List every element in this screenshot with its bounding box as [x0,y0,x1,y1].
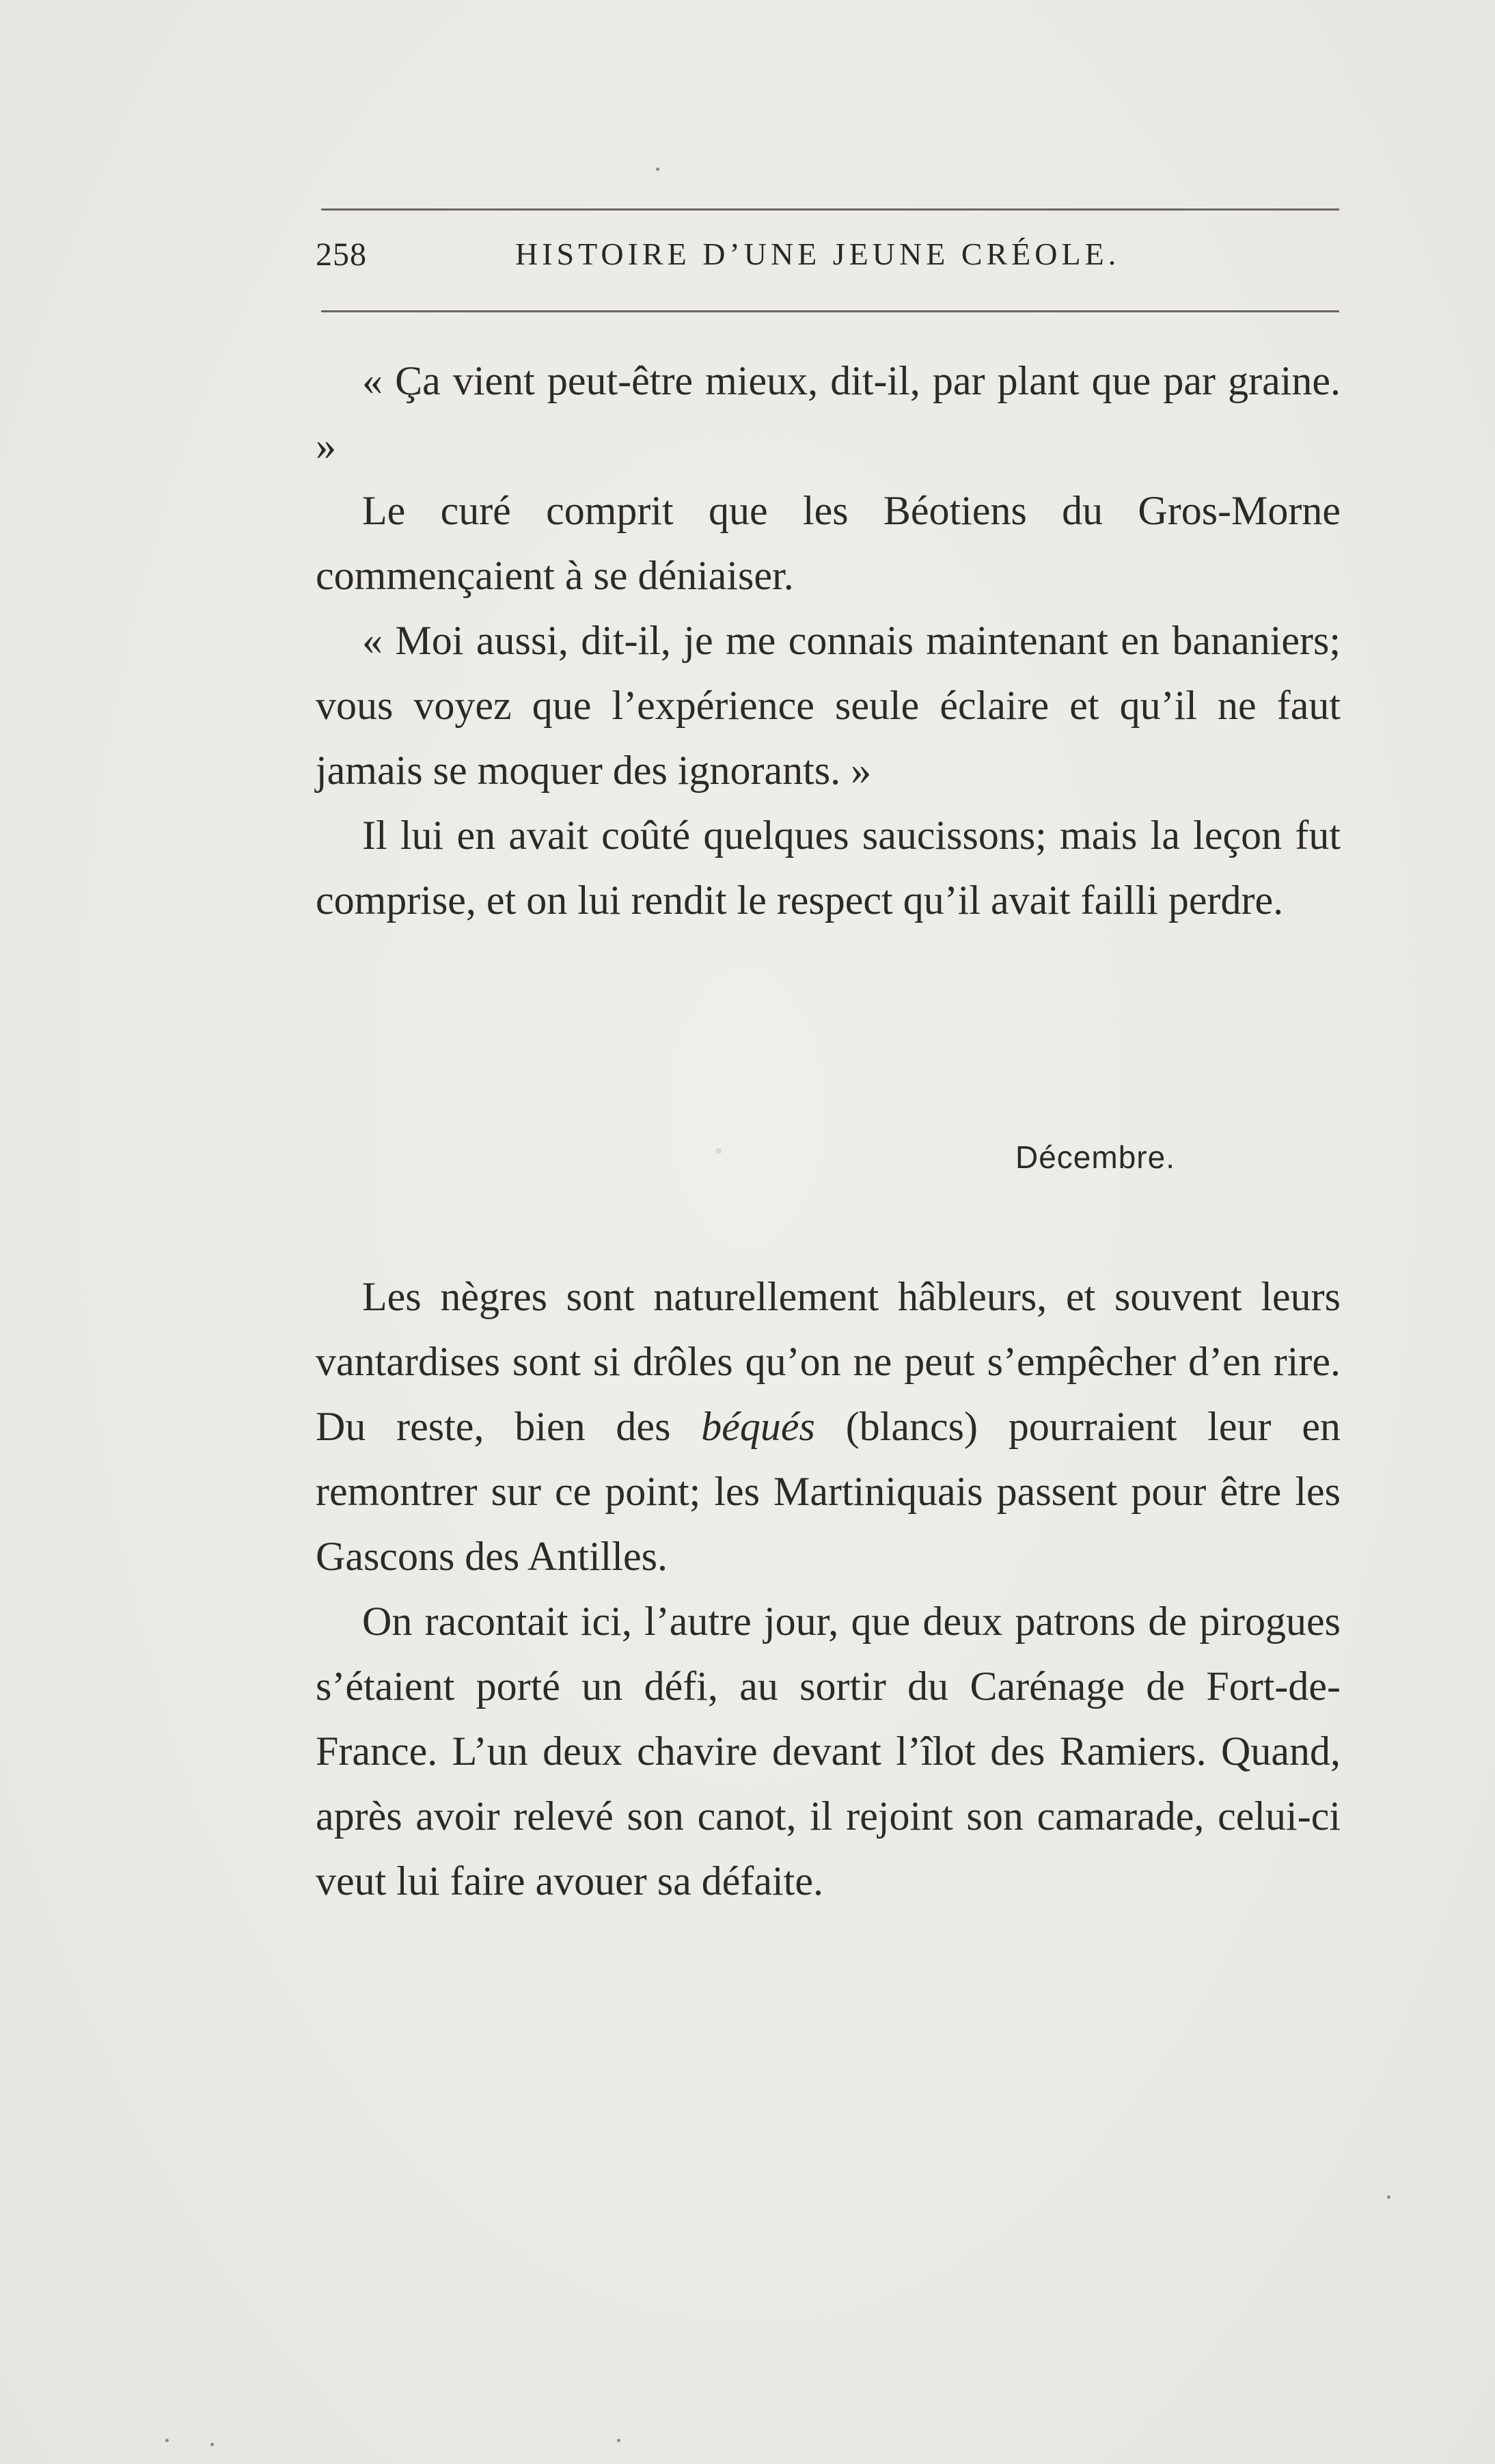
header-rule-top [321,208,1339,211]
paper-speck [716,1148,722,1154]
paper-speck [165,2439,169,2442]
header-rule-bottom [321,310,1339,312]
paragraph: On racontait ici, l’autre jour, que deux patrons de pirogues s’étaient porté un défi, au sortir du Carénage de Fort-de-France. L’un deux chavire devant l’îlot des Ramiers. Quand, après avoir relevé son canot, il rejoint son camarade, celui-ci veut lui faire avouer sa défaite. [316,1599,1341,1904]
date-heading: Décembre. [1015,1139,1175,1175]
paragraph: « Ça vient peut-être mieux, dit-il, par plant que par graine. » [316,358,1341,468]
paper-speck [656,167,659,171]
italic-term: béqués [701,1404,815,1449]
page-header [316,236,1341,284]
page-number: 258 [316,236,367,273]
paragraph: « Moi aussi, dit-il, je me connais maintenant en bananiers; vous voyez que l’expérience seule éclaire et qu’il ne faut jamais se moquer des ignorants. » [316,618,1341,793]
text-block-upper [316,349,1341,933]
paper-speck [1387,2195,1390,2199]
paragraph [316,1264,1341,1589]
running-title: HISTOIRE D’UNE JEUNE CRÉOLE. [515,236,1121,271]
text-block-lower [316,1264,1341,1914]
paragraph-text: (blancs) pourraient leur en remontrer sur ce point; les Martiniquais passent pour être les Gascons des Antilles. [316,1404,1341,1579]
paragraph: Le curé comprit que les Béotiens du Gros-Morne commençaient à se déniaiser. [316,488,1341,598]
paper-speck [617,2439,620,2442]
paper-speck [210,2443,214,2446]
paragraph-text: Les nègres sont naturellement hâbleurs, et souvent leurs vantardises sont si drôles qu’on ne peut s’empêcher d’en rire. Du reste, bien des [316,1274,1341,1449]
paragraph: Il lui en avait coûté quelques saucissons; mais la leçon fut comprise, et on lui rendit le respect qu’il avait failli perdre. [316,813,1341,923]
